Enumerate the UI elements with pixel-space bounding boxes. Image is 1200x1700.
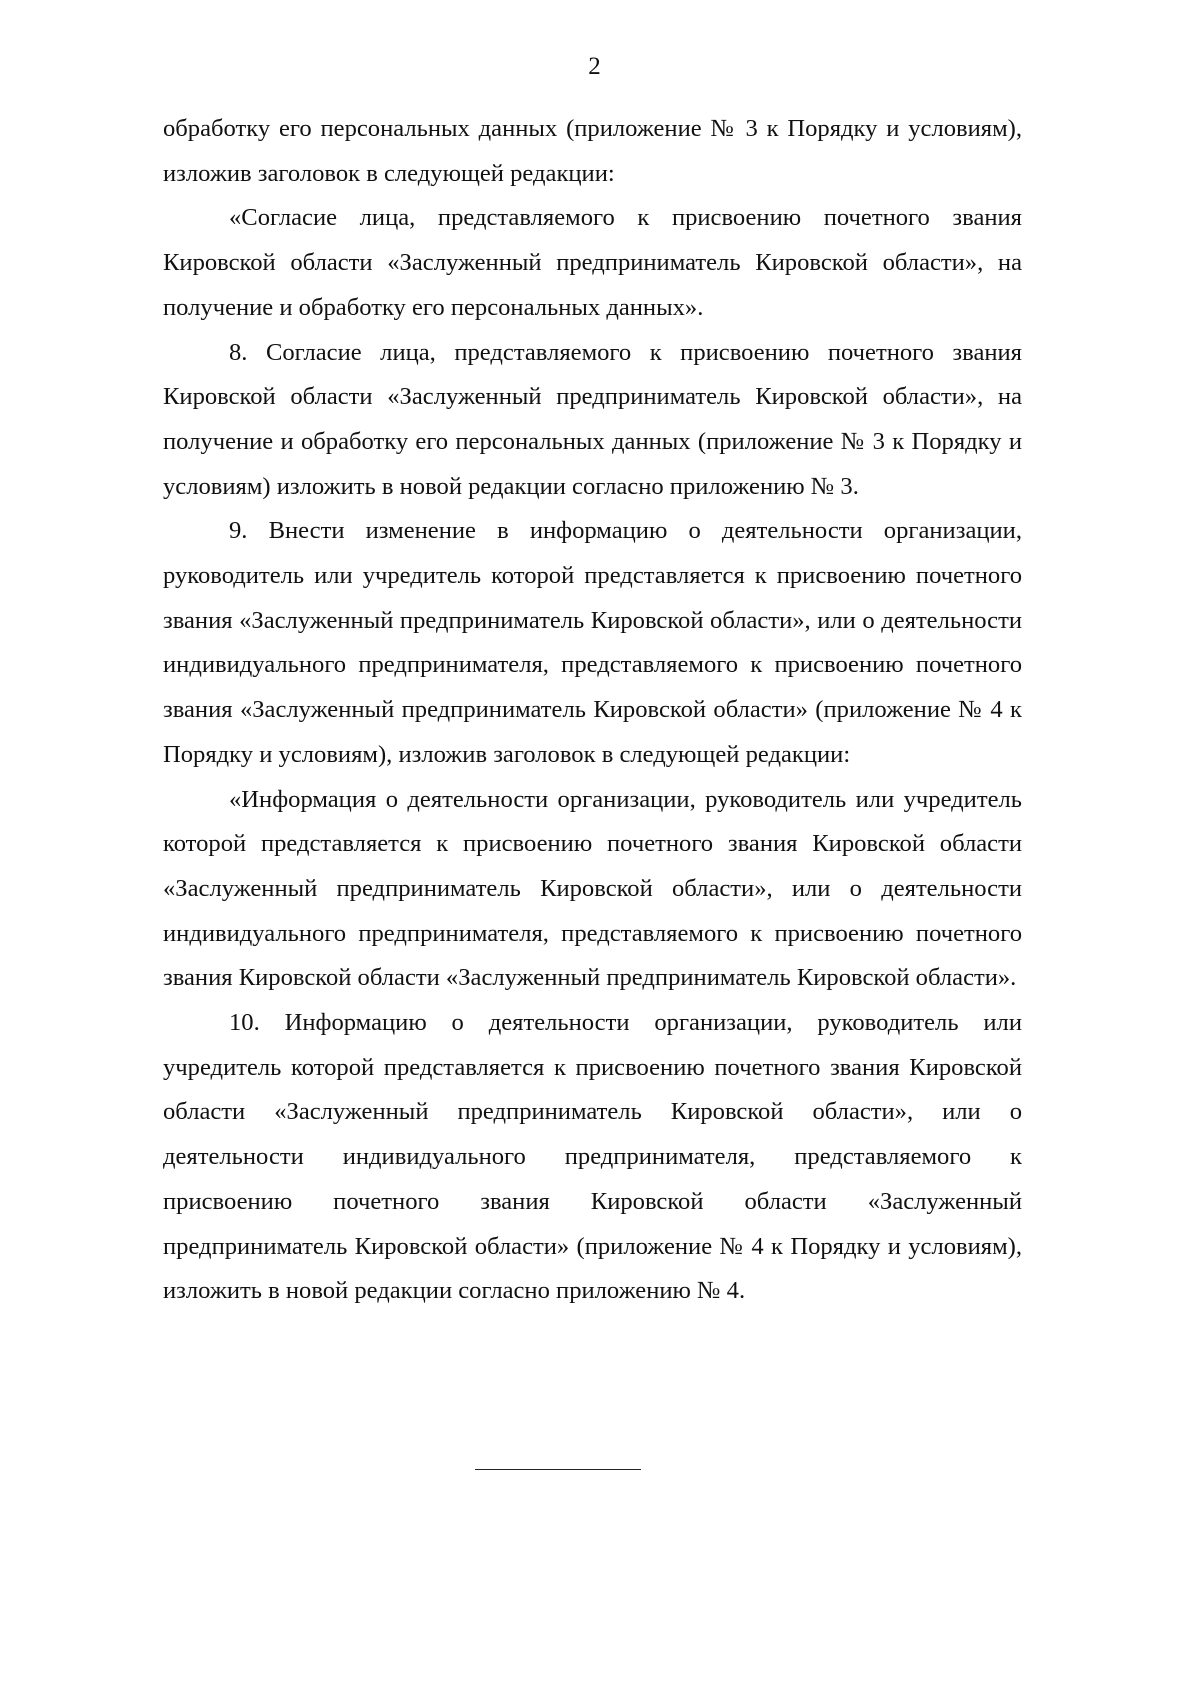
paragraph-item-10: 10. Информацию о деятельности организации, руководитель или учредитель которой представляется к присвоению почетного звания Кировской области «Заслуженный предприниматель Кировской области», или о деятельности индивидуального предпринимателя, представляемого к присвоению почетного звания Кировской области «Заслуженный предприниматель Кировской области» (приложение № 4 к Порядку и условиям), изложить в новой редакции согласно приложению № 4. — [163, 1009, 1022, 1305]
paragraph-consent-title: «Согласие лица, представляемого к присвоению почетного звания Кировской области «Заслуженный предприниматель Кировской области», на получение и обработку его персональных данных». — [163, 204, 1022, 321]
paragraph-information-title: «Информация о деятельности организации, руководитель или учредитель которой представляется к присвоению почетного звания Кировской области «Заслуженный предприниматель Кировской области», или о деятельности индивидуального предпринимателя, представляемого к присвоению почетного звания Кировской области «Заслуженный предприниматель Кировской области». — [163, 785, 1022, 992]
end-of-text-rule — [475, 1469, 641, 1470]
paragraph-continuation: обработку его персональных данных (приложение № 3 к Порядку и условиям), изложив заголовок в следующей редакции: — [163, 115, 1022, 187]
page-number: 2 — [588, 53, 601, 80]
paragraph-item-8: 8. Согласие лица, представляемого к присвоению почетного звания Кировской области «Заслуженный предприниматель Кировской области», на получение и обработку его персональных данных (приложение № 3 к Порядку и условиям) изложить в новой редакции согласно приложению № 3. — [163, 338, 1022, 500]
document-body — [163, 107, 1022, 1314]
paragraph-item-9: 9. Внести изменение в информацию о деятельности организации, руководитель или учредитель которой представляется к присвоению почетного звания «Заслуженный предприниматель Кировской области», или о деятельности индивидуального предпринимателя, представляемого к присвоению почетного звания «Заслуженный предприниматель Кировской области» (приложение № 4 к Порядку и условиям), изложив заголовок в следующей редакции: — [163, 517, 1022, 768]
